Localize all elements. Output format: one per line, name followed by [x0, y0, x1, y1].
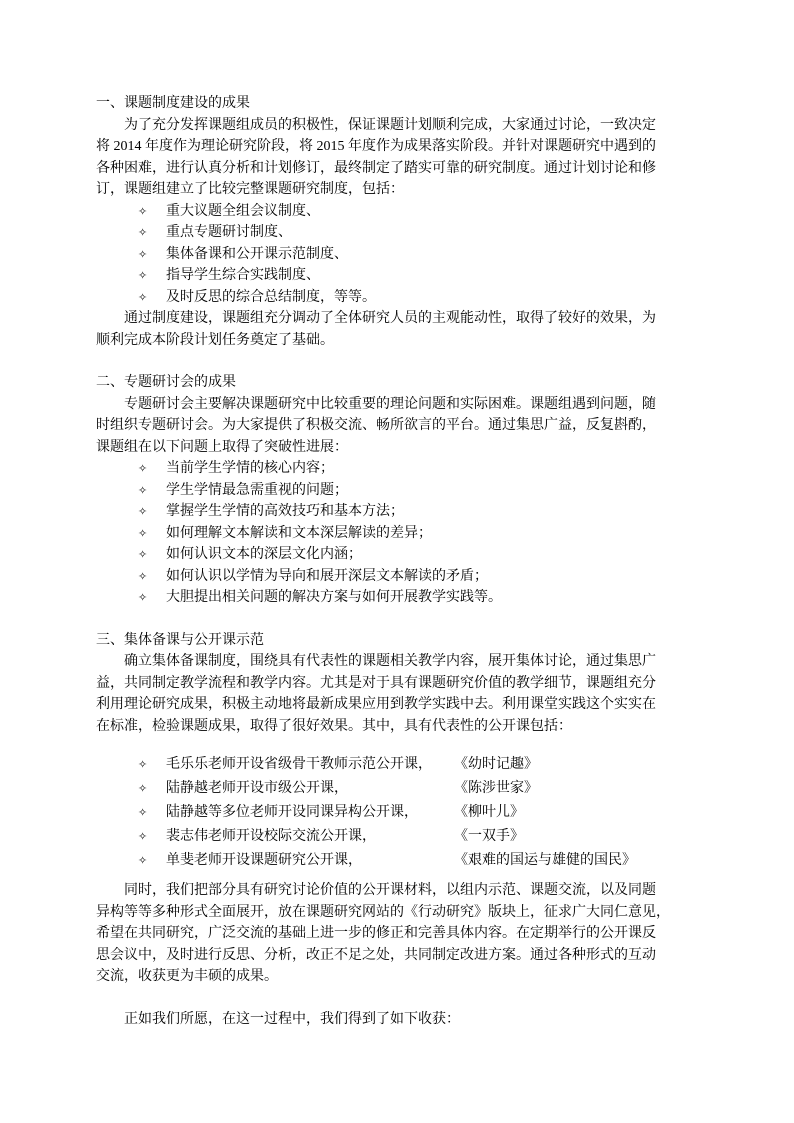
document-section	[96, 372, 698, 609]
diamond-bullet-icon: ✧	[138, 226, 148, 239]
bullet-text: 当前学生学情的核心内容；	[166, 461, 334, 476]
open-class-description: 陆静越等多位老师开设同课异构公开课，	[166, 805, 418, 820]
document-section	[96, 93, 698, 351]
bullet-item	[96, 244, 698, 266]
paragraph-line: 将 2014 年度作为理论研究阶段，将 2015 年度作为成果落实阶段。并针对课题研究中遇到的	[96, 139, 656, 154]
bullet-text: 掌握学生学情的高效技巧和基本方法；	[166, 504, 404, 519]
paragraph-line: 在标准，检验课题成果，取得了很好效果。其中，具有代表性的公开课包括：	[96, 718, 572, 734]
open-class-item	[96, 825, 698, 849]
open-class-lesson-title: 《一双手》	[454, 829, 524, 844]
paragraph-line: 订，课题组建立了比较完整课题研究制度，包括：	[96, 182, 404, 197]
bullet-item	[96, 480, 698, 502]
open-class-description: 毛乐乐老师开设省级骨干教师示范公开课，	[166, 757, 432, 772]
paragraph-line: 正如我们所愿，在这一过程中，我们得到了如下收获：	[124, 1011, 460, 1027]
open-class-description: 单斐老师开设课题研究公开课，	[166, 853, 362, 868]
bullet-text: 如何认识文本的深层文化内涵；	[166, 547, 362, 562]
diamond-bullet-icon: ✧	[138, 830, 148, 843]
paragraph-line: 时组织专题研讨会。为大家提供了积极交流、畅所欲言的平台。通过集思广益，反复斟酌，	[96, 418, 656, 433]
diamond-bullet-icon: ✧	[138, 526, 148, 540]
diamond-bullet-icon: ✧	[138, 782, 148, 795]
paragraph	[96, 394, 698, 459]
bullet-text: 集体备课和公开课示范制度、	[166, 246, 348, 262]
diamond-bullet-icon: ✧	[138, 569, 148, 583]
paragraph-line: 确立集体备课制度，围绕具有代表性的课题相关教学内容，展开集体讨论，通过集思广	[124, 654, 656, 669]
bullet-item	[96, 222, 698, 244]
bullet-text: 学生学情最急需重视的问题；	[166, 482, 348, 498]
paragraph	[96, 651, 698, 737]
bullet-text: 如何认识以学情为导向和展开深层文本解读的矛盾；	[166, 568, 488, 584]
open-class-lesson-title: 《柳叶儿》	[454, 805, 524, 820]
paragraph	[96, 308, 698, 351]
bullet-item	[96, 501, 698, 523]
paragraph-line: 通过制度建设，课题组充分调动了全体研究人员的主观能动性，取得了较好的效果，为	[124, 311, 656, 326]
diamond-bullet-icon: ✧	[138, 204, 148, 218]
bullet-item	[96, 544, 698, 566]
open-class-lesson-title: 《艰难的国运与雄健的国民》	[454, 853, 636, 868]
paragraph-line: 同时，我们把部分具有研究讨论价值的公开课材料，以组内示范、课题交流，以及同题	[124, 883, 656, 898]
open-class-list	[96, 753, 698, 873]
diamond-bullet-icon: ✧	[138, 269, 148, 282]
paragraph	[96, 880, 698, 988]
document-content	[96, 93, 698, 1030]
paragraph-line: 思会议中，及时进行反思、分析，改正不足之处，共同制定改进方案。通过各种形式的互动	[96, 947, 656, 963]
paragraph-line: 益，共同制定教学流程和教学内容。尤其是对于具有课题研究价值的教学细节，课题组充分	[96, 675, 656, 691]
paragraph-line: 交流，收获更为丰硕的成果。	[96, 969, 278, 984]
paragraph	[96, 1009, 698, 1031]
diamond-bullet-icon: ✧	[138, 806, 148, 819]
paragraph-line: 为了充分发挥课题组成员的积极性，保证课题计划顺利完成，大家通过讨论，一致决定	[124, 117, 656, 133]
document-section	[96, 630, 698, 1031]
paragraph-line: 专题研讨会主要解决课题研究中比较重要的理论问题和实际困难。课题组遇到问题，随	[124, 396, 656, 412]
bullet-text: 重大议题全组会议制度、	[166, 203, 320, 219]
diamond-bullet-icon: ✧	[138, 548, 148, 561]
open-class-item	[96, 849, 698, 873]
bullet-item	[96, 287, 698, 309]
section-heading: 三、集体备课与公开课示范	[96, 632, 264, 648]
paragraph-line: 各种困难，进行认真分析和计划修订，最终制定了踏实可靠的研究制度。通过计划讨论和修	[96, 160, 656, 176]
diamond-bullet-icon: ✧	[138, 591, 148, 604]
paragraph-line: 异构等等多种形式全面展开，放在课题研究网站的《行动研究》版块上，征求广大同仁意见，	[96, 904, 670, 920]
bullet-text: 重点专题研讨制度、	[166, 225, 292, 240]
open-class-description: 陆静越老师开设市级公开课，	[166, 781, 348, 796]
paragraph-line: 利用理论研究成果，积极主动地将最新成果应用到教学实践中去。利用课堂实践这个实实在	[96, 697, 656, 712]
bullet-list	[96, 201, 698, 309]
bullet-text: 如何理解文本解读和文本深层解读的差异；	[166, 525, 432, 541]
bullet-list	[96, 458, 698, 609]
diamond-bullet-icon: ✧	[138, 758, 148, 771]
diamond-bullet-icon: ✧	[138, 483, 148, 497]
bullet-item	[96, 458, 698, 480]
bullet-item	[96, 523, 698, 545]
open-class-lesson-title: 《陈涉世家》	[454, 781, 538, 796]
diamond-bullet-icon: ✧	[138, 462, 148, 475]
open-class-item	[96, 753, 698, 777]
open-class-description: 裴志伟老师开设校际交流公开课，	[166, 829, 376, 844]
open-class-item	[96, 777, 698, 801]
paragraph	[96, 115, 698, 201]
section-heading: 二、专题研讨会的成果	[96, 375, 236, 390]
bullet-item	[96, 566, 698, 588]
diamond-bullet-icon: ✧	[138, 290, 148, 304]
bullet-item	[96, 201, 698, 223]
open-class-item	[96, 801, 698, 825]
bullet-text: 及时反思的综合总结制度，等等。	[166, 289, 376, 305]
section-heading: 一、课题制度建设的成果	[96, 96, 250, 111]
paragraph-line: 希望在共同研究，广泛交流的基础上进一步的修正和完善具体内容。在定期举行的公开课反	[96, 926, 656, 941]
open-class-lesson-title: 《幼时记趣》	[454, 757, 538, 772]
diamond-bullet-icon: ✧	[138, 505, 148, 518]
diamond-bullet-icon: ✧	[138, 854, 148, 867]
bullet-text: 大胆提出相关问题的解决方案与如何开展教学实践等。	[166, 590, 502, 605]
bullet-item	[96, 587, 698, 609]
paragraph-line: 课题组在以下问题上取得了突破性进展：	[96, 439, 348, 455]
bullet-item	[96, 265, 698, 287]
paragraph-line: 顺利完成本阶段计划任务奠定了基础。	[96, 332, 334, 348]
bullet-text: 指导学生综合实践制度、	[166, 268, 320, 283]
diamond-bullet-icon: ✧	[138, 247, 148, 261]
